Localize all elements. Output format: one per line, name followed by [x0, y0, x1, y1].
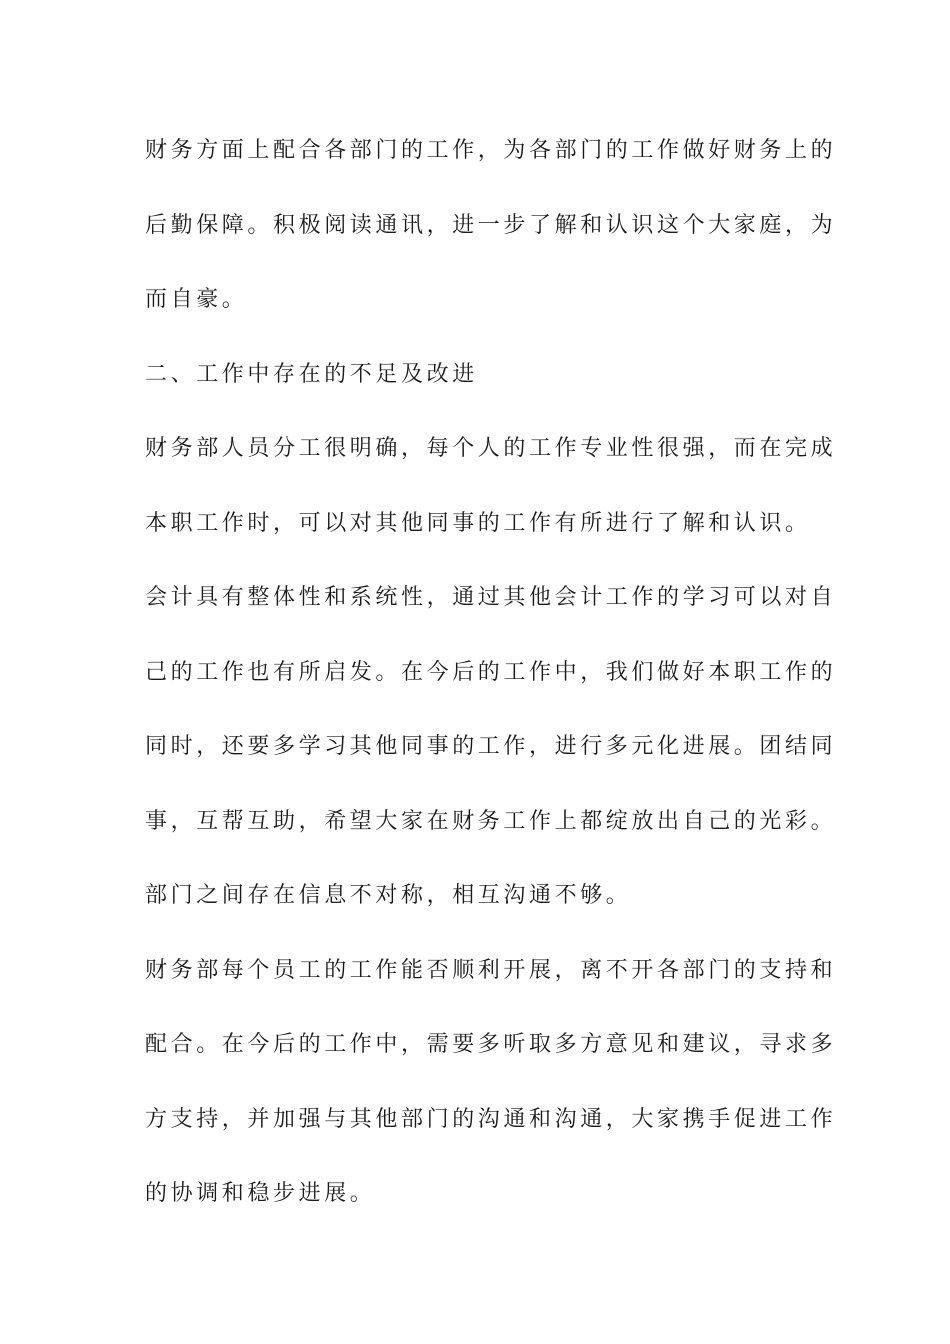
text-line: 而自豪。 — [145, 287, 248, 312]
text-line: 财务方面上配合各部门的工作，为各部门的工作做好财务上的 — [145, 138, 837, 163]
text-line: 同时，还要多学习其他同事的工作，进行多元化进展。团结同 — [145, 734, 837, 759]
text-line: 财务部人员分工很明确，每个人的工作专业性很强，而在完成 — [145, 436, 837, 461]
text-line: 的协调和稳步进展。 — [145, 1181, 376, 1206]
text-line: 部门之间存在信息不对称，相互沟通不够。 — [145, 883, 632, 908]
text-line: 会计具有整体性和系统性，通过其他会计工作的学习可以对自 — [145, 585, 837, 610]
text-line: 财务部每个员工的工作能否顺利开展，离不开各部门的支持和 — [145, 957, 837, 983]
section-heading: 二、工作中存在的不足及改进 — [145, 361, 478, 387]
text-line: 后勤保障。积极阅读通讯，进一步了解和认识这个大家庭，为 — [145, 212, 837, 238]
document-body — [145, 128, 837, 1246]
text-line: 配合。在今后的工作中，需要多听取多方意见和建议，寻求多 — [145, 1032, 837, 1057]
text-line: 本职工作时，可以对其他同事的工作有所进行了解和认识。 — [145, 510, 811, 536]
text-line: 方支持，并加强与其他部门的沟通和沟通，大家携手促进工作 — [145, 1106, 837, 1132]
text-line: 事，互帮互助，希望大家在财务工作上都绽放出自己的光彩。 — [145, 808, 837, 834]
text-line: 己的工作也有所启发。在今后的工作中，我们做好本职工作的 — [145, 659, 837, 685]
